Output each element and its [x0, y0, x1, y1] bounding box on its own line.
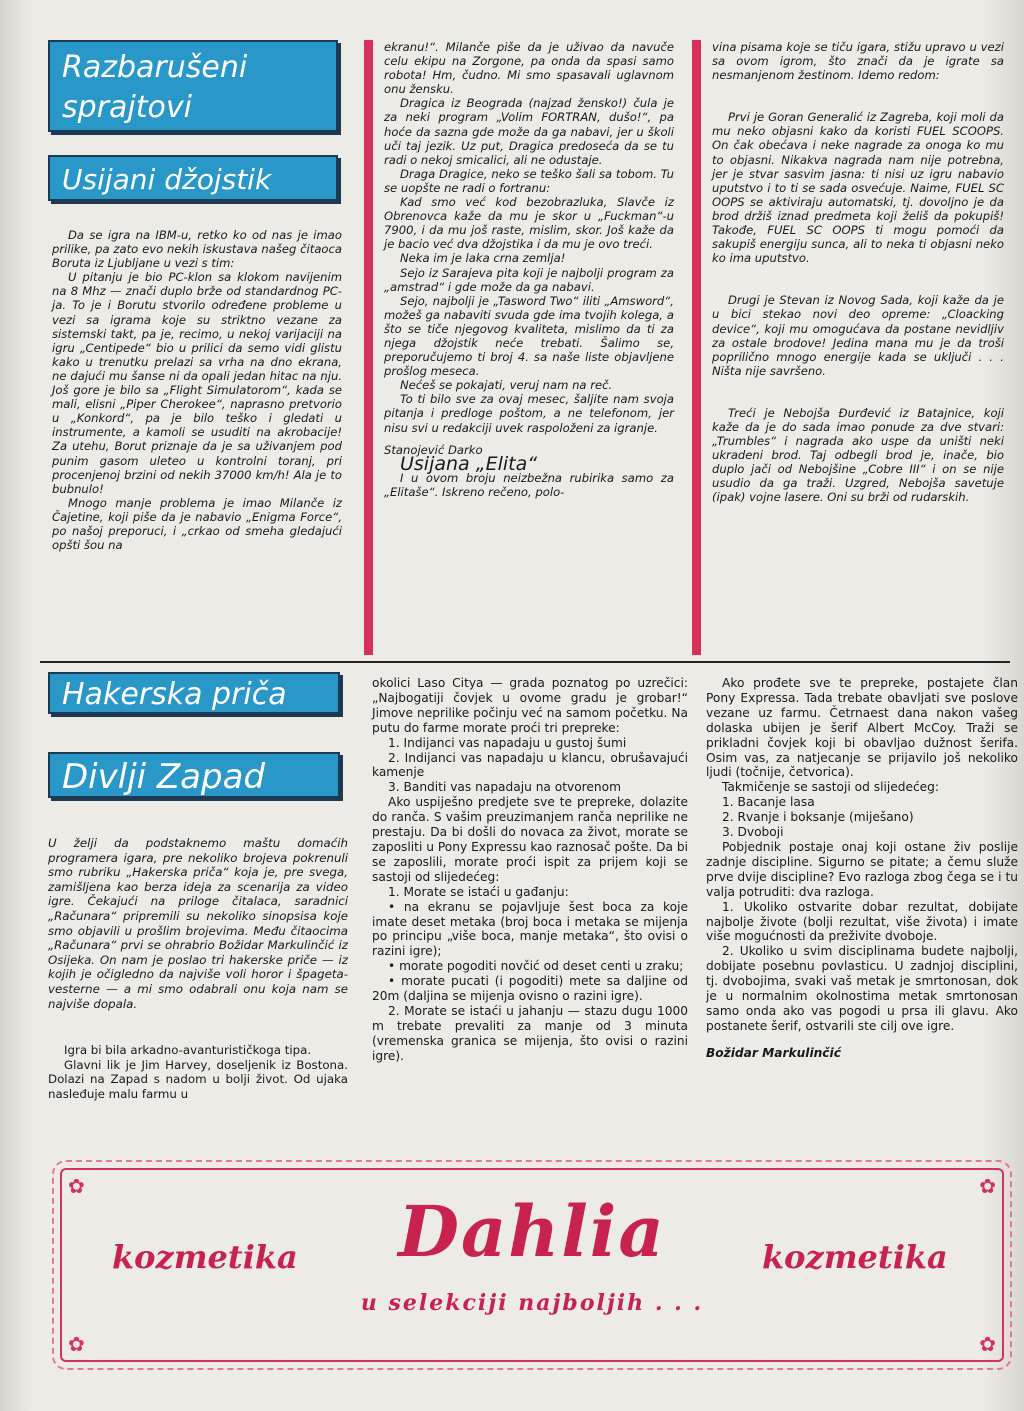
intro-paragraph: U želji da podstaknemo maštu domaćih programera igara, pre nekoliko brojeva pokrenuli smo rubriku „Hakerska priča“ koja je, pre svega, zamišljena kao berza ideja za scenarija za video igre. Čekajući na priloge čitalaca, saradnici „Računara“ pripremili su nekoliko sinopsisa koje smo objavili u prošlim brojevima. Među čitaocima „Računara“ prvi se ohrabrio Božidar Markulinčić iz Osijeka. On nam je poslao tri hakerske priče — iz kojih je očigledno da najviše voli horor i špageta-vesterne — a mi smo odabrali onu koja nam se najviše dopala. [48, 836, 348, 1011]
flower-ornament-icon: ✿ [68, 1332, 85, 1356]
column-3-top [712, 40, 1004, 505]
header-hakerska-text: Hakerska priča [62, 677, 287, 712]
ad-brand-logo: Dahlia [398, 1190, 666, 1273]
paragraph: Kad smo već kod bezobrazluka, Slavče iz Obrenovca kaže da mu je skor u „Fuckman“-u 7900, i da mu još raste, mislim, skor. Još kaže da je bacio već dva džojstika i da mu je ovo treći. [384, 195, 674, 252]
paragraph: 1. Ukoliko ostvarite dobar rezultat, dobijate najbolje živote (bolji rezultat, više života) i imate više mogućnosti da preživite dvoboje. [706, 899, 1018, 944]
paragraph: Drugi je Stevan iz Novog Sada, koji kaže da je u bici stekao novi deo opreme: „Cloacking device“, koji mu omogućava da postane nevidljiv za ostale brodove! Jedina mana mu je da troši poprilično mnogo energije kada se uključi . . . Ništa nije savršeno. [712, 293, 1004, 378]
column-3-bottom [706, 676, 1018, 1061]
red-divider-left [364, 40, 373, 655]
header-razbaruseni-text: Razbarušeni sprajtovi [62, 50, 248, 125]
paragraph: Nećeš se pokajati, veruj nam na reč. [400, 378, 613, 393]
paragraph: Da se igra na IBM-u, retko ko od nas je imao prilike, pa zato evo nekih iskustava našeg čitaoca Boruta iz Ljubljane u vezi s tim: [52, 228, 342, 271]
column-2-top [384, 40, 674, 499]
list-item: 1. Indijanci vas napadaju u gustoj šumi [388, 735, 627, 750]
author-signature: Stanojević Darko [384, 442, 483, 457]
ad-word-left: kozmetika [112, 1238, 298, 1276]
paragraph: Sejo, najbolji je „Tasword Two“ iliti „Amsword“, možeš ga nabaviti svuda gde ima tvojih kolega, a što se tiče njegovog kvaliteta, mislimo da ti za njega džojstik neće trebati. Šalimo se, preporučujemo ti broj 4. sa naše liste objavljene prošlog meseca. [384, 293, 674, 379]
flower-ornament-icon: ✿ [979, 1174, 996, 1198]
flower-ornament-icon: ✿ [68, 1174, 85, 1198]
list-item: 3. Dvoboji [722, 825, 784, 840]
column-2-bottom [372, 676, 688, 1064]
paragraph: Sejo iz Sarajeva pita koji je najbolji program za „amstrad“ i gde može da ga nabavi. [384, 265, 674, 294]
paragraph: U pitanju je bio PC-klon sa klokom navijenim na 8 Mhz — znači duplo brže od standardnog PC-ja. To je i Borutu stvorilo određene probleme u vezi sa igrama koje su striktno vezane za sistemski takt, pa je, recimo, u nekoj varijaciji na igru „Centipede“ bio u prilici da semo vidi glistu kako u trenutku prelazi sa vrha na dno ekrana, ne dajući mu šanse ni da opali jedan hitac na nju. Još gore je bilo sa „Flight Simulatorom“, kada se mali, elisni „Piper Cherokee“, naprasno pretvorio u „Konkord“, pa je bilo teško i gledati u instrumente, a kamoli se usuditi na akrobacije! Za utehu, Borut priznaje da je sa uživanjem pod punim gasom uleteo u kontrolni toranj, pri procenjenoj brzini od nekih 37000 km/h! Ala je to bubnulo! [52, 270, 342, 496]
paragraph: Mnogo manje problema je imao Milanče iz Čajetine, koji piše da je nabavio „Enigma Force“, po našoj preporuci, i „crkao od smeha gledajući opšti šou na [52, 495, 342, 553]
paragraph: Draga Dragice, neko se teško šali sa tobom. Tu se uopšte ne radi o fortranu: [384, 166, 674, 195]
subheading-usijana-elita: Usijana „Elita“ [400, 452, 538, 475]
paragraph: Glavni lik je Jim Harvey, doseljenik iz Bostona. Dolazi na Zapad s nadom u bolji život. Od ujaka nasleđuje malu farmu u [48, 1057, 348, 1101]
paragraph: Neka im je laka crna zemlja! [400, 251, 566, 266]
section-divider [40, 661, 1010, 663]
red-divider-right [692, 40, 701, 655]
list-item: 1. Morate se istaći u gađanju: [388, 884, 569, 899]
header-usijani-dzojstik [48, 155, 338, 201]
paragraph: 2. Ukoliko u svim disciplinama budete najbolji, dobijate posebnu povlasticu. U zadnjoj disciplini, tj. dvobojima, svaki vaš metak je smrtonosan, dok je u normalnim okolnostima metak smrtonosan samo onda ako vas pogodi u prsa ili glavu. Ako postanete šerif, ostvarili ste cilj ove igre. [706, 944, 1018, 1033]
flower-ornament-icon: ✿ [979, 1332, 996, 1356]
list-item: 2. Morate se istaći u jahanju — stazu dugu 1000 m trebate prevaliti za manje od 3 minuta (vremenska granica se mijenja, što ovisi o razini igre). [372, 1003, 688, 1063]
paragraph: Takmičenje se sastoji od slijedećeg: [722, 780, 940, 795]
list-item: 3. Banditi vas napadaju na otvorenom [388, 780, 621, 795]
header-hakerska-prica [48, 672, 340, 714]
paragraph: okolici Laso Citya — grada poznatog po uzrečici: „Najbogatiji čovjek u ovome gradu je grobar!“ Jimove neprilike počinju već na samom početku. Na putu do farme morate proći tri prepreke: [372, 676, 688, 735]
list-item: • na ekranu se pojavljuje šest boca za koje imate deset metaka (broj boca i metaka se mijenja po principu „više boca, manje metaka“, što ovisi o razini igre); [372, 899, 688, 959]
paragraph: Dragica iz Beograda (najzad žensko!) čula je za neki program „Volim FORTRAN, dušo!“, pa hoće da sazna gde može da ga nabavi, jer u školi uči taj jezik. Uz put, Dragica predoseća da se tu radi o nekoj smicalici, ali ne odustaje. [384, 96, 674, 167]
header-divlji-zapad [48, 752, 340, 798]
ad-tagline: u selekciji najboljih . . . [360, 1290, 704, 1316]
column-1-top [52, 228, 342, 552]
ad-word-right: kozmetika [762, 1238, 948, 1276]
paragraph: vina pisama koje se tiču igara, stižu upravo u vezi sa ovom igrom, što znači da je igrate sa nesmanjenom žestinom. Idemo redom: [712, 40, 1004, 83]
paragraph: Pobjednik postaje onaj koji ostane živ poslije zadnje discipline. Sigurno se pitate; a čemu služe prve dvije discipline? Evo razloga zbog čega se i tu valja potruditi: dva razloga. [706, 839, 1018, 899]
dahlia-advertisement [60, 1168, 1004, 1362]
paragraph: Igra bi bila arkadno-avanturističkoga tipa. [64, 1043, 312, 1058]
header-divlji-text: Divlji Zapad [62, 757, 266, 797]
author-signature: Božidar Markulinčić [706, 1045, 841, 1060]
header-razbaruseni-sprajtovi [48, 40, 338, 132]
list-item: 1. Bacanje lasa [722, 795, 815, 810]
header-usijani-text: Usijani džojstik [62, 163, 272, 196]
paragraph: Ako uspiješno predjete sve te prepreke, dolazite do ranča. S vašim preuzimanjem ranča neprilike ne prestaju. Da bi došli do novaca za život, morate se zaposliti u Pony Expressu kao raznosač pošte. Da bi se zaposlili, morate proći ispit za prijem koji se sastoji od slijedećeg: [372, 795, 688, 884]
paragraph: To ti bilo sve za ovaj mesec, šaljite nam svoja pitanja i predloge poštom, a ne telefonom, jer nisu svi u redakciji uvek raspoloženi za igranje. [384, 392, 674, 435]
column-1-bottom [48, 836, 348, 1102]
paragraph: Treći je Nebojša Đurđević iz Batajnice, koji kaže da je do sada imao ponude za dve stvari: „Trumbles“ i nagrada ako uspe da uništi neki ukradeni brod. Taj odbegli brod je, inače, bio duplo jači od Nebojšine „Cobre III“ i on se nije usudio da ga traži. Uzgred, Nebojša savetuje (ipak) vojne lasere. Oni su brži od rudarskih. [712, 405, 1004, 505]
paragraph: Prvi je Goran Generalić iz Zagreba, koji moli da mu neko objasni kako da koristi FUEL SCOOPS. On čak obećava i neke nagrade za onoga ko mu to objasni. Nikakva nagrada nam nije potrebna, jer je stvar sasvim jasna: ti nisi uz igru nabavio uputstvo i to ti se sada osvećuje. Naime, FUEL SC OOPS se aktiviraju automatski, tj. dovoljno je da brod držiš iznad predmeta koji želiš da pokupiš! Takođe, FUEL SC OOPS ti mogu pomoći da sakupiš energiju sunca, ali to neka ti objasni neko ko ima uputstvo. [712, 110, 1004, 266]
list-item: 2. Indijanci vas napadaju u klancu, obrušavajući kamenje [372, 750, 688, 780]
list-item: 2. Rvanje i boksanje (miješano) [722, 810, 914, 825]
paragraph: ekranu!“. Milanče piše da je uživao da navuče celu ekipu na Zorgone, pa onda da spasi samo robota! Hm, čudno. Mi smo spasavali uglavnom onu žensku. [384, 40, 674, 97]
list-item: • morate pucati (i pogoditi) mete sa daljine od 20m (daljina se mijenja ovisno o razini igre). [372, 974, 688, 1004]
paragraph: Ako prođete sve te prepreke, postajete član Pony Expressa. Tada trebate obavljati sve poslove vezane uz farmu. Četrnaest dana nakon vašeg dolaska ubijen je šerif Albert McCoy. Traži se prikladni čovjek koji bi obavljao dužnost šerifa. Osim vas, za natjecanje se prijavilo još nekoliko ljudi (točnije, četvorica). [706, 676, 1018, 780]
list-item: • morate pogoditi novčić od deset centi u zraku; [388, 959, 684, 974]
paragraph: I u ovom broju neizbežna rubirika samo za „Elitaše“. Iskreno rečeno, polo- [384, 470, 674, 499]
